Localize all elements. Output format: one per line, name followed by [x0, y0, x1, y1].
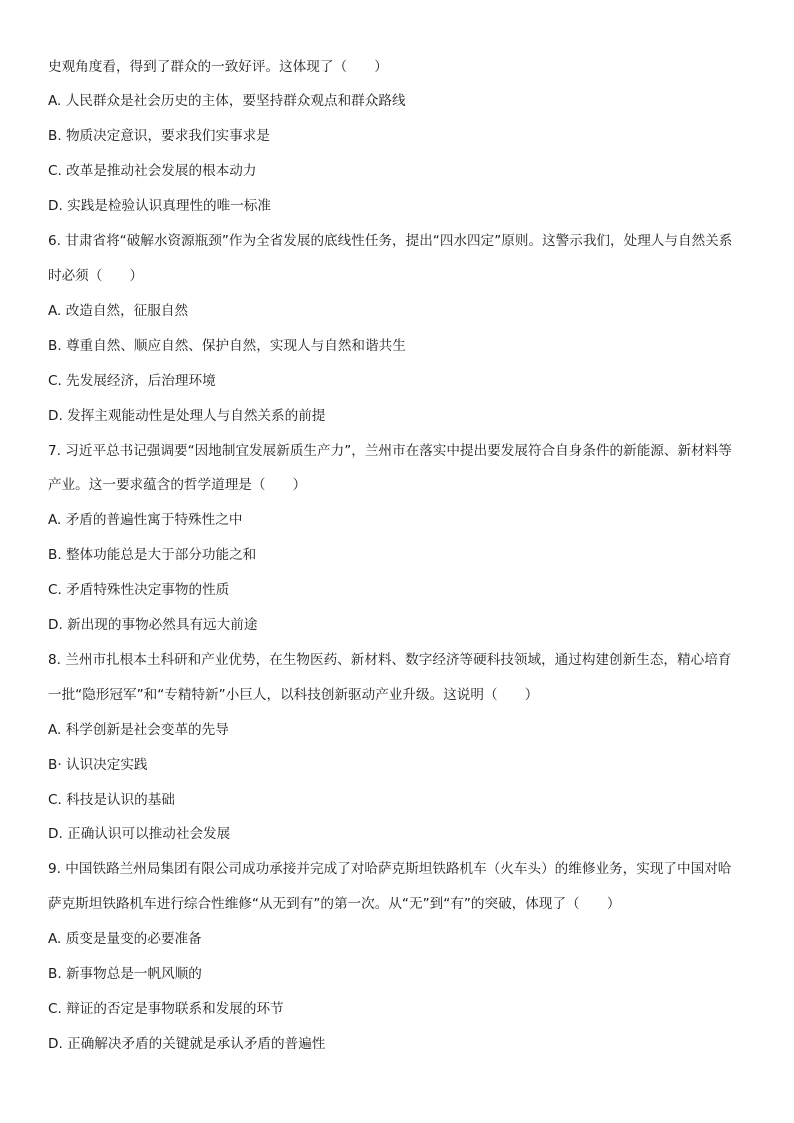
question-7-option-c: C. 矛盾特殊性决定事物的性质 [48, 582, 230, 598]
question-7-stem: 7. 习近平总书记强调要“因地制宜发展新质生产力”，兰州市在落实中提出要发展符合自身条件的新能源、新材料等 [48, 443, 732, 459]
question-6-stem-continuation: 时必须（ ） [48, 268, 144, 284]
question-9-option-d: D. 正确解决矛盾的关键就是承认矛盾的普遍性 [48, 1036, 326, 1052]
question-8-option-c: C. 科技是认识的基础 [48, 792, 175, 808]
question-7-option-a: A. 矛盾的普遍性寓于特殊性之中 [48, 512, 243, 528]
question-8-option-b: B· 认识决定实践 [48, 757, 148, 773]
question-5-option-a: A. 人民群众是社会历史的主体，要坚持群众观点和群众路线 [48, 93, 406, 109]
question-6-option-a: A. 改造自然，征服自然 [48, 303, 189, 319]
question-7-option-b: B. 整体功能总是大于部分功能之和 [48, 547, 257, 563]
question-5-stem-continuation: 史观角度看，得到了群众的一致好评。这体现了（ ） [48, 59, 388, 75]
question-9-option-b: B. 新事物总是一帆风顺的 [48, 966, 202, 982]
question-6-option-d: D. 发挥主观能动性是处理人与自然关系的前提 [48, 408, 326, 424]
question-5-option-d: D. 实践是检验认识真理性的唯一标准 [48, 198, 272, 214]
question-7-stem-continuation: 产业。这一要求蕴含的哲学道理是（ ） [48, 477, 307, 493]
question-6-option-b: B. 尊重自然、顺应自然、保护自然，实现人与自然和谐共生 [48, 338, 406, 354]
question-7-option-d: D. 新出现的事物必然具有远大前途 [48, 617, 258, 633]
question-8-stem: 8. 兰州市扎根本土科研和产业优势，在生物医药、新材料、数字经济等硬科技领域，通过构建创新生态，精心培育 [48, 652, 732, 668]
question-9-option-c: C. 辩证的否定是事物联系和发展的环节 [48, 1001, 284, 1017]
question-8-stem-continuation: 一批“隐形冠军”和“专精特新”小巨人，以科技创新驱动产业升级。这说明（ ） [48, 687, 539, 703]
question-9-stem: 9. 中国铁路兰州局集团有限公司成功承接并完成了对哈萨克斯坦铁路机车（火车头）的维修业务，实现了中国对哈 [48, 861, 732, 877]
question-5-option-c: C. 改革是推动社会发展的根本动力 [48, 163, 257, 179]
question-9-option-a: A. 质变是量变的必要准备 [48, 931, 202, 947]
question-8-option-a: A. 科学创新是社会变革的先导 [48, 722, 229, 738]
question-9-stem-continuation: 萨克斯坦铁路机车进行综合性维修“从无到有”的第一次。从“无”到“有”的突破，体现了（ ） [48, 896, 621, 912]
question-5-option-b: B. 物质决定意识，要求我们实事求是 [48, 128, 270, 144]
question-6-option-c: C. 先发展经济，后治理环境 [48, 373, 216, 389]
question-8-option-d: D. 正确认识可以推动社会发展 [48, 826, 231, 842]
question-6-stem: 6. 甘肃省将“破解水资源瓶颈”作为全省发展的底线性任务，提出“四水四定”原则。这警示我们，处理人与自然关系 [48, 233, 733, 249]
